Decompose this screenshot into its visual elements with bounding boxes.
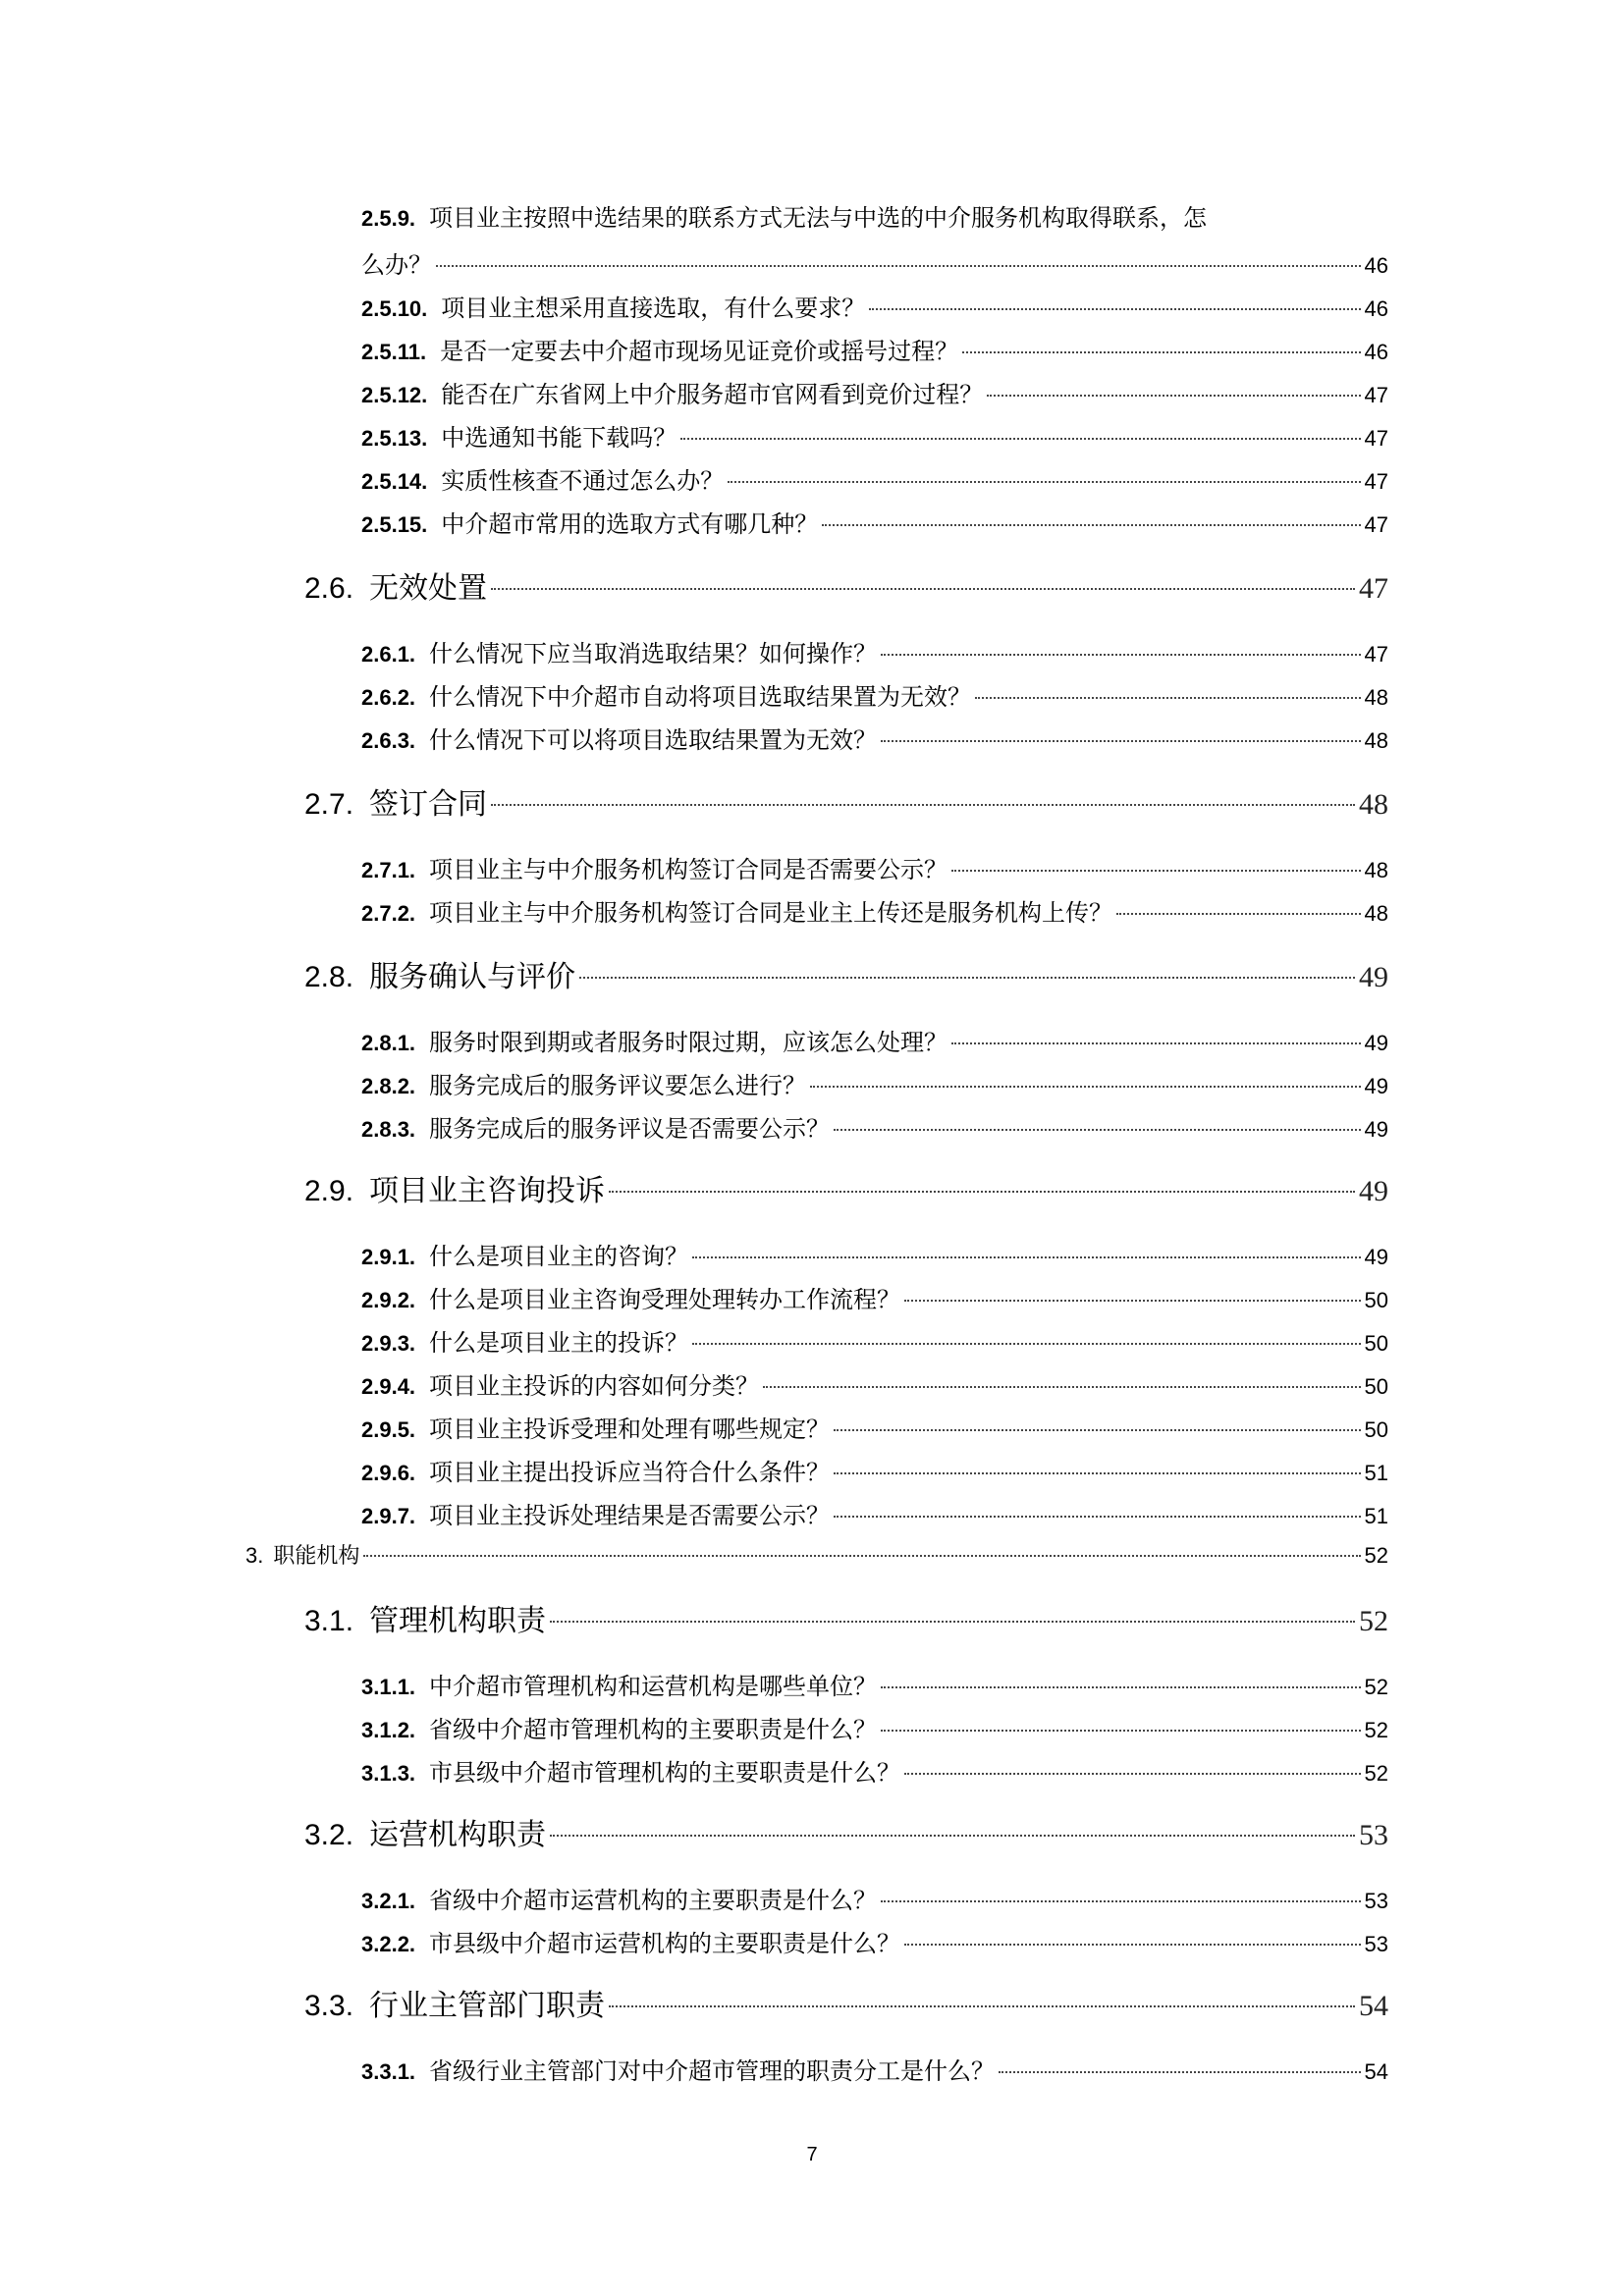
toc-entry-page: 50: [1364, 1417, 1388, 1442]
toc-entry-title: 中介超市管理机构和运营机构是哪些单位？: [429, 1673, 878, 1700]
toc-section-page: 49: [1359, 1175, 1388, 1207]
toc-section-number: 2.9.: [304, 1175, 354, 1207]
toc-entry-page: 46: [1364, 296, 1388, 321]
toc-entry-2-5-15[interactable]: [361, 505, 1388, 539]
dot-leader: [881, 740, 1360, 742]
toc-entry-page: 52: [1364, 1718, 1388, 1742]
toc-entry-3-3-1[interactable]: [361, 2052, 1388, 2086]
dot-leader: [869, 308, 1360, 310]
toc-entry-title: 服务完成后的服务评议是否需要公示？: [429, 1115, 831, 1143]
dot-leader: [692, 1256, 1360, 1258]
toc-entry-number: 2.5.9.: [361, 206, 416, 231]
toc-entry-title: 项目业主投诉的内容如何分类？: [429, 1372, 760, 1400]
toc-entry-title: 什么是项目业主的投诉？: [429, 1329, 689, 1357]
toc-section-page: 48: [1359, 788, 1388, 821]
dot-leader: [904, 1300, 1360, 1302]
toc-entry-page: 47: [1364, 512, 1388, 537]
toc-entry-2-5-11[interactable]: [361, 332, 1388, 366]
dot-leader: [728, 481, 1360, 483]
toc-entry-number: 2.5.10.: [361, 296, 428, 321]
toc-entry-page: 46: [1364, 340, 1388, 364]
toc-section-number: 3.1.: [304, 1605, 354, 1637]
toc-entry-number: 2.9.7.: [361, 1504, 416, 1528]
toc-entry-number: 3.1.2.: [361, 1718, 416, 1742]
dot-leader: [987, 395, 1360, 397]
toc-entry-number: 2.9.3.: [361, 1331, 416, 1356]
toc-entry-2-9-2[interactable]: [361, 1280, 1388, 1314]
dot-leader: [609, 1191, 1355, 1193]
toc-section-page: 52: [1359, 1605, 1388, 1637]
toc-section-page: 49: [1359, 961, 1388, 993]
dot-leader: [904, 1773, 1360, 1775]
toc-entry-number: 2.5.12.: [361, 383, 428, 407]
toc-entry-number: 3.3.1.: [361, 2059, 416, 2084]
toc-entry-2-8-3[interactable]: [361, 1109, 1388, 1144]
toc-entry-2-5-10[interactable]: [361, 289, 1388, 323]
toc-entry-page: 54: [1364, 2059, 1388, 2084]
toc-entry-title: 实质性核查不通过怎么办？: [441, 467, 725, 495]
toc-entry-page: 47: [1364, 642, 1388, 667]
toc-section-number: 2.6.: [304, 572, 354, 605]
dot-leader: [881, 1900, 1360, 1902]
toc-entry-title: 什么是项目业主咨询受理处理转办工作流程？: [429, 1286, 901, 1313]
toc-entry-3-1-2[interactable]: [361, 1710, 1388, 1744]
toc-section-2-8[interactable]: [304, 952, 1388, 995]
toc-entry-number: 2.5.13.: [361, 426, 428, 451]
toc-entry-title: 项目业主与中介服务机构签订合同是业主上传还是服务机构上传？: [429, 899, 1113, 927]
toc-entry-number: 2.8.3.: [361, 1117, 416, 1142]
toc-entry-page: 48: [1364, 858, 1388, 882]
toc-entry-title: 项目业主按照中选结果的联系方式无法与中选的中介服务机构取得联系，怎: [429, 204, 1208, 232]
dot-leader: [491, 588, 1355, 590]
dot-leader: [491, 804, 1355, 806]
toc-entry-title: 项目业主想采用直接选取，有什么要求？: [441, 294, 866, 322]
toc-section-page: 47: [1359, 572, 1388, 605]
toc-entry-number: 3.2.1.: [361, 1889, 416, 1913]
toc-section-page: 54: [1359, 1990, 1388, 2022]
toc-entry-title: 什么是项目业主的咨询？: [429, 1243, 689, 1270]
toc-chapter-title: 职能机构: [273, 1544, 360, 1569]
toc-entry-2-5-9-line2[interactable]: [361, 245, 1388, 280]
dot-leader: [609, 2005, 1355, 2007]
dot-leader: [810, 1086, 1360, 1088]
toc-entry-number: 2.7.1.: [361, 858, 416, 882]
toc-section-title: 项目业主咨询投诉: [369, 1174, 606, 1208]
toc-entry-3-1-3[interactable]: [361, 1753, 1388, 1788]
toc-entry-number: 3.1.1.: [361, 1675, 416, 1699]
toc-entry-page: 47: [1364, 383, 1388, 407]
toc-entry-2-9-5[interactable]: [361, 1410, 1388, 1444]
toc-entry-2-5-14[interactable]: [361, 461, 1388, 496]
toc-entry-title: 省级中介超市管理机构的主要职责是什么？: [429, 1716, 878, 1743]
dot-leader: [1116, 913, 1360, 915]
toc-entry-page: 50: [1364, 1331, 1388, 1356]
toc-entry-3-2-2[interactable]: [361, 1924, 1388, 1958]
dot-leader: [834, 1129, 1360, 1131]
toc-entry-title: 市县级中介超市管理机构的主要职责是什么？: [429, 1759, 901, 1787]
toc-entry-number: 2.5.14.: [361, 469, 428, 494]
dot-leader: [881, 1730, 1360, 1732]
toc-entry-title: 项目业主提出投诉应当符合什么条件？: [429, 1459, 831, 1486]
dot-leader: [363, 1555, 1360, 1557]
toc-entry-title: 服务完成后的服务评议要怎么进行？: [429, 1072, 807, 1099]
toc-chapter-3[interactable]: [245, 1539, 1388, 1570]
toc-entry-page: 53: [1364, 1932, 1388, 1956]
toc-entry-page: 51: [1364, 1504, 1388, 1528]
dot-leader: [579, 977, 1355, 979]
toc-section-3-2[interactable]: [304, 1810, 1388, 1853]
dot-leader: [951, 870, 1360, 872]
toc-entry-title: 项目业主投诉处理结果是否需要公示？: [429, 1502, 831, 1529]
toc-entry-title: 项目业主与中介服务机构签订合同是否需要公示？: [429, 856, 948, 883]
dot-leader: [550, 1621, 1355, 1623]
toc-entry-2-9-1[interactable]: [361, 1237, 1388, 1271]
page-number: 7: [806, 2144, 818, 2165]
toc-entry-title: 省级中介超市运营机构的主要职责是什么？: [429, 1887, 878, 1914]
dot-leader: [834, 1429, 1360, 1431]
dot-leader: [881, 1686, 1360, 1688]
toc-entry-2-7-1[interactable]: [361, 850, 1388, 884]
toc-section-number: 2.7.: [304, 788, 354, 821]
toc-entry-title: 什么情况下应当取消选取结果？如何操作？: [429, 640, 878, 667]
toc-section-2-7[interactable]: [304, 779, 1388, 823]
toc-entry-2-5-12[interactable]: [361, 375, 1388, 409]
dot-leader: [822, 524, 1360, 526]
dot-leader: [951, 1042, 1360, 1044]
toc-entry-2-7-2[interactable]: [361, 893, 1388, 928]
toc-entry-number: 2.6.1.: [361, 642, 416, 667]
toc-entry-2-9-7[interactable]: [361, 1496, 1388, 1530]
toc-entry-number: 2.9.4.: [361, 1374, 416, 1399]
toc-entry-page: 47: [1364, 469, 1388, 494]
toc-entry-page: 47: [1364, 426, 1388, 451]
dot-leader: [436, 265, 1361, 267]
toc-entry-page: 50: [1364, 1288, 1388, 1312]
toc-entry-page: 46: [1364, 253, 1388, 278]
toc-section-title: 签订合同: [369, 787, 488, 822]
dot-leader: [834, 1472, 1360, 1474]
dot-leader: [962, 351, 1360, 353]
toc-section-2-6[interactable]: [304, 563, 1388, 607]
toc-entry-page: 49: [1364, 1117, 1388, 1142]
dot-leader: [680, 438, 1360, 440]
toc-entry-number: 2.6.2.: [361, 685, 416, 710]
toc-section-number: 3.2.: [304, 1819, 354, 1851]
toc-entry-page: 53: [1364, 1889, 1388, 1913]
toc-entry-number: 3.1.3.: [361, 1761, 416, 1786]
toc-chapter-page: 52: [1364, 1543, 1388, 1568]
toc-entry-3-2-1[interactable]: [361, 1881, 1388, 1915]
toc-entry-page: 50: [1364, 1374, 1388, 1399]
toc-entry-title: 什么情况下可以将项目选取结果置为无效？: [429, 726, 878, 754]
toc-entry-2-8-2[interactable]: [361, 1066, 1388, 1100]
dot-leader: [999, 2071, 1360, 2073]
toc-entry-number: 2.9.2.: [361, 1288, 416, 1312]
toc-entry-2-9-3[interactable]: [361, 1323, 1388, 1358]
toc-entry-title: 服务时限到期或者服务时限过期，应该怎么处理？: [429, 1029, 948, 1056]
toc-entry-number: 3.2.2.: [361, 1932, 416, 1956]
toc-entry-title: 什么情况下中介超市自动将项目选取结果置为无效？: [429, 683, 972, 711]
toc-entry-2-5-9-line1[interactable]: [361, 198, 1388, 233]
toc-entry-2-9-4[interactable]: [361, 1366, 1388, 1401]
toc-section-page: 53: [1359, 1819, 1388, 1851]
toc-section-title: 管理机构职责: [369, 1604, 547, 1638]
toc-entry-page: 52: [1364, 1675, 1388, 1699]
toc-entry-2-9-6[interactable]: [361, 1453, 1388, 1487]
dot-leader: [975, 697, 1360, 699]
toc-section-number: 3.3.: [304, 1990, 354, 2022]
toc-section-title: 服务确认与评价: [369, 960, 576, 994]
toc-entry-number: 2.7.2.: [361, 901, 416, 926]
toc-entry-title: 么办？: [361, 251, 432, 279]
toc-entry-number: 2.5.15.: [361, 512, 428, 537]
toc-chapter-number: 3.: [245, 1543, 264, 1568]
toc-entry-2-5-13[interactable]: [361, 418, 1388, 453]
toc-entry-title: 省级行业主管部门对中介超市管理的职责分工是什么？: [429, 2057, 996, 2085]
toc-entry-title: 市县级中介超市运营机构的主要职责是什么？: [429, 1930, 901, 1957]
toc-entry-number: 2.8.1.: [361, 1031, 416, 1055]
toc-entry-page: 49: [1364, 1031, 1388, 1055]
toc-entry-title: 项目业主投诉受理和处理有哪些规定？: [429, 1415, 831, 1443]
toc-entry-2-8-1[interactable]: [361, 1023, 1388, 1057]
toc-entry-2-6-2[interactable]: [361, 677, 1388, 712]
toc-entry-number: 2.6.3.: [361, 728, 416, 753]
toc-entry-number: 2.8.2.: [361, 1074, 416, 1098]
toc-section-number: 2.8.: [304, 961, 354, 993]
toc-entry-page: 51: [1364, 1461, 1388, 1485]
toc-entry-page: 48: [1364, 728, 1388, 753]
toc-section-title: 无效处置: [369, 571, 488, 606]
dot-leader: [550, 1835, 1355, 1837]
toc-entry-number: 2.9.1.: [361, 1245, 416, 1269]
toc-entry-2-6-1[interactable]: [361, 634, 1388, 668]
toc-entry-page: 49: [1364, 1245, 1388, 1269]
toc-section-2-9[interactable]: [304, 1166, 1388, 1209]
toc-entry-title: 是否一定要去中介超市现场见证竞价或摇号过程？: [440, 338, 959, 365]
dot-leader: [763, 1386, 1360, 1388]
toc-entry-number: 2.9.6.: [361, 1461, 416, 1485]
toc-entry-page: 48: [1364, 901, 1388, 926]
toc-entry-page: 49: [1364, 1074, 1388, 1098]
toc-entry-2-6-3[interactable]: [361, 721, 1388, 755]
toc-section-title: 运营机构职责: [369, 1818, 547, 1852]
toc-entry-3-1-1[interactable]: [361, 1667, 1388, 1701]
toc-entry-title: 能否在广东省网上中介服务超市官网看到竞价过程？: [441, 381, 984, 408]
dot-leader: [692, 1343, 1360, 1345]
toc-entry-number: 2.9.5.: [361, 1417, 416, 1442]
toc-entry-page: 48: [1364, 685, 1388, 710]
toc-entry-number: 2.5.11.: [361, 340, 427, 364]
toc-section-3-3[interactable]: [304, 1981, 1388, 2024]
toc-entry-title: 中选通知书能下载吗？: [441, 424, 677, 452]
dot-leader: [834, 1516, 1360, 1518]
toc-entry-page: 52: [1364, 1761, 1388, 1786]
toc-entry-title: 中介超市常用的选取方式有哪几种？: [441, 510, 819, 538]
dot-leader: [904, 1944, 1360, 1946]
toc-section-title: 行业主管部门职责: [369, 1989, 606, 2023]
dot-leader: [881, 654, 1360, 656]
toc-section-3-1[interactable]: [304, 1596, 1388, 1639]
